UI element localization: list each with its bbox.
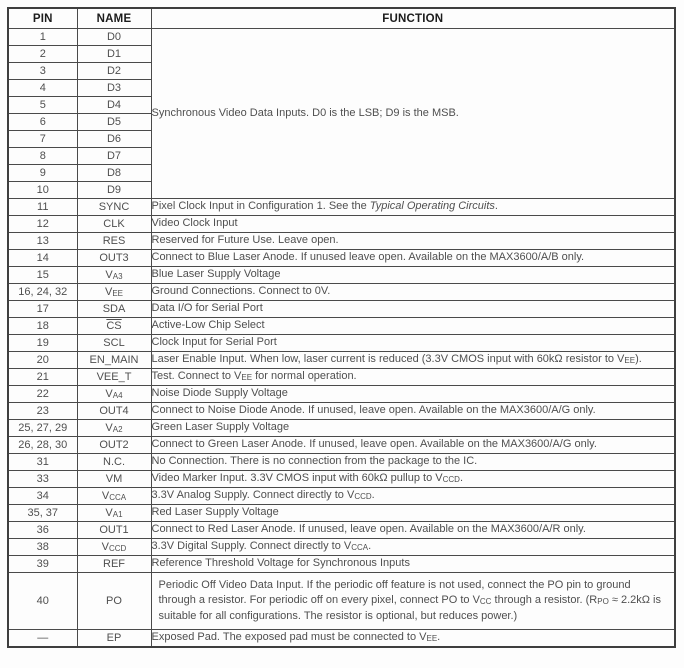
pin-cell: 6 <box>8 114 77 131</box>
name-cell: RES <box>77 233 151 250</box>
table-row <box>8 29 675 46</box>
name-cell: N.C. <box>77 454 151 471</box>
pin-cell: 25, 27, 29 <box>8 420 77 437</box>
table-row <box>8 386 675 403</box>
function-cell: Active-Low Chip Select <box>151 318 675 335</box>
name-cell: $V_{EE}$ <box>77 284 151 301</box>
name-cell: VEE_T <box>77 369 151 386</box>
name-cell: $V_{CCD}$ <box>77 539 151 556</box>
pin-cell: 13 <box>8 233 77 250</box>
table-row <box>8 216 675 233</box>
function-cell: Test. Connect to $V_{EE}$ for normal operation. <box>151 369 675 386</box>
column-header-function: FUNCTION <box>151 8 675 29</box>
pin-cell: 4 <box>8 80 77 97</box>
function-cell: Pixel Clock Input in Configuration 1. See the Typical Operating Circuits. <box>151 199 675 216</box>
name-cell: D4 <box>77 97 151 114</box>
function-cell: Data I/O for Serial Port <box>151 301 675 318</box>
pin-cell: 20 <box>8 352 77 369</box>
pin-cell: 17 <box>8 301 77 318</box>
pin-cell: 10 <box>8 182 77 199</box>
table-row <box>8 233 675 250</box>
pin-cell: 1 <box>8 29 77 46</box>
pin-cell: 35, 37 <box>8 505 77 522</box>
name-cell: $\overline{CS}$ <box>77 318 151 335</box>
table-row <box>8 556 675 573</box>
table-row <box>8 301 675 318</box>
function-cell: Noise Diode Supply Voltage <box>151 386 675 403</box>
table-row <box>8 471 675 488</box>
name-cell: REF <box>77 556 151 573</box>
pin-cell: 14 <box>8 250 77 267</box>
function-cell: Connect to Green Laser Anode. If unused, leave open. Available on the MAX3600/A/G only. <box>151 437 675 454</box>
table-body <box>8 29 675 648</box>
table-row <box>8 352 675 369</box>
name-cell: SCL <box>77 335 151 352</box>
pin-cell: 34 <box>8 488 77 505</box>
name-cell: D0 <box>77 29 151 46</box>
pin-cell: 36 <box>8 522 77 539</box>
function-cell: Green Laser Supply Voltage <box>151 420 675 437</box>
pin-cell: 26, 28, 30 <box>8 437 77 454</box>
name-cell: EP <box>77 630 151 648</box>
function-cell: Ground Connections. Connect to 0V. <box>151 284 675 301</box>
function-cell: Video Clock Input <box>151 216 675 233</box>
name-cell: D1 <box>77 46 151 63</box>
name-cell: OUT1 <box>77 522 151 539</box>
name-cell: $V_{A2}$ <box>77 420 151 437</box>
pin-cell: 12 <box>8 216 77 233</box>
name-cell: D3 <box>77 80 151 97</box>
pin-cell: 31 <box>8 454 77 471</box>
pin-cell: 16, 24, 32 <box>8 284 77 301</box>
name-cell: D6 <box>77 131 151 148</box>
name-cell: $V_{A1}$ <box>77 505 151 522</box>
pin-function-table <box>7 7 676 648</box>
function-cell: Video Marker Input. 3.3V CMOS input with 60kΩ pullup to $V_{CCD}$. <box>151 471 675 488</box>
name-cell: $V_{A4}$ <box>77 386 151 403</box>
name-cell: VM <box>77 471 151 488</box>
table-row <box>8 630 675 648</box>
pin-cell: 15 <box>8 267 77 284</box>
name-cell: D7 <box>77 148 151 165</box>
table-row <box>8 573 675 630</box>
name-cell: OUT3 <box>77 250 151 267</box>
function-cell: No Connection. There is no connection from the package to the IC. <box>151 454 675 471</box>
table-row <box>8 199 675 216</box>
name-cell: SYNC <box>77 199 151 216</box>
pin-cell: 33 <box>8 471 77 488</box>
table-row <box>8 284 675 301</box>
function-cell: Connect to Red Laser Anode. If unused, leave open. Available on the MAX3600/A/R only. <box>151 522 675 539</box>
name-cell: OUT4 <box>77 403 151 420</box>
pin-cell: 2 <box>8 46 77 63</box>
function-cell: Laser Enable Input. When low, laser current is reduced (3.3V CMOS input with 60kΩ resistor to $V_{EE}$). <box>151 352 675 369</box>
function-cell: Exposed Pad. The exposed pad must be connected to $V_{EE}$. <box>151 630 675 648</box>
table-row <box>8 403 675 420</box>
table-header-row <box>8 8 675 29</box>
pin-cell: 22 <box>8 386 77 403</box>
table-row <box>8 454 675 471</box>
name-cell: D8 <box>77 165 151 182</box>
name-cell: D9 <box>77 182 151 199</box>
pin-cell: 18 <box>8 318 77 335</box>
pin-cell: 9 <box>8 165 77 182</box>
name-cell: $V_{CCA}$ <box>77 488 151 505</box>
table-row <box>8 505 675 522</box>
pin-cell: 23 <box>8 403 77 420</box>
table-row <box>8 318 675 335</box>
column-header-name: NAME <box>77 8 151 29</box>
pin-cell: 21 <box>8 369 77 386</box>
table-row <box>8 522 675 539</box>
name-cell: OUT2 <box>77 437 151 454</box>
table-row <box>8 420 675 437</box>
function-cell: Connect to Blue Laser Anode. If unused leave open. Available on the MAX3600/A/B only. <box>151 250 675 267</box>
pin-cell: 7 <box>8 131 77 148</box>
function-cell: Periodic Off Video Data Input. If the periodic off feature is not used, connect the PO pin to ground through a resistor. For periodic off on every pixel, connect PO to $V_{CC}$ through a resistor. ($R_{PO} \approx 2.2k\Omega$ is suitable for all configurations. The resistor is optional, but reduces power.) <box>151 573 675 630</box>
table-row <box>8 488 675 505</box>
function-cell: 3.3V Analog Supply. Connect directly to $V_{CCD}$. <box>151 488 675 505</box>
pin-cell: 8 <box>8 148 77 165</box>
function-cell: Red Laser Supply Voltage <box>151 505 675 522</box>
name-cell: $V_{A3}$ <box>77 267 151 284</box>
function-cell: 3.3V Digital Supply. Connect directly to $V_{CCA}$. <box>151 539 675 556</box>
pin-cell: 39 <box>8 556 77 573</box>
pin-cell: 11 <box>8 199 77 216</box>
name-cell: D5 <box>77 114 151 131</box>
function-cell: Blue Laser Supply Voltage <box>151 267 675 284</box>
pin-cell: 3 <box>8 63 77 80</box>
pin-cell: 38 <box>8 539 77 556</box>
pin-cell: 19 <box>8 335 77 352</box>
table-row <box>8 437 675 454</box>
table-row <box>8 369 675 386</box>
column-header-pin: PIN <box>8 8 77 29</box>
name-cell: EN_MAIN <box>77 352 151 369</box>
function-cell: Reserved for Future Use. Leave open. <box>151 233 675 250</box>
name-cell: SDA <box>77 301 151 318</box>
function-cell: Connect to Noise Diode Anode. If unused, leave open. Available on the MAX3600/A/G only. <box>151 403 675 420</box>
table-row <box>8 539 675 556</box>
pin-cell: 5 <box>8 97 77 114</box>
table-row <box>8 335 675 352</box>
function-cell: Synchronous Video Data Inputs. D0 is the LSB; D9 is the MSB. <box>151 29 675 199</box>
name-cell: D2 <box>77 63 151 80</box>
function-cell: Reference Threshold Voltage for Synchronous Inputs <box>151 556 675 573</box>
pin-cell: — <box>8 630 77 648</box>
name-cell: PO <box>77 573 151 630</box>
table-row <box>8 267 675 284</box>
function-cell: Clock Input for Serial Port <box>151 335 675 352</box>
table-row <box>8 250 675 267</box>
name-cell: CLK <box>77 216 151 233</box>
pin-cell: 40 <box>8 573 77 630</box>
